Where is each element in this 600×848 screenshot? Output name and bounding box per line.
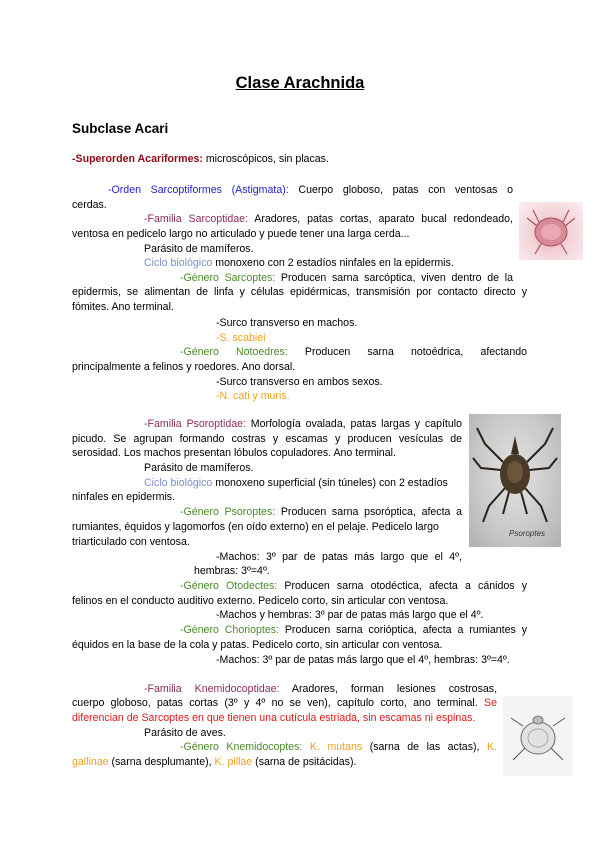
genus-otodectes: -Género Otodectes: bbox=[180, 580, 278, 592]
order-name: -Orden Sarcoptiformes (Astigmata): bbox=[108, 184, 289, 196]
family-sarcoptidae: -Familia Sarcoptidae: bbox=[144, 213, 249, 225]
page-title: Clase Arachnida bbox=[235, 74, 365, 92]
knemidocoptidae-host: Parásito de aves. bbox=[144, 727, 226, 739]
genus-sarcoptes: -Género Sarcoptes: bbox=[180, 272, 276, 284]
mite-illustration bbox=[519, 202, 583, 260]
notoedres-note: -Surco transverso en ambos sexos. bbox=[216, 376, 383, 388]
family-psoroptidae: -Familia Psoroptidae: bbox=[144, 418, 246, 430]
sarcoptidae-line-2: ventosa en pedicelo largo no articulado y puede tener una larga cerda... bbox=[72, 228, 410, 240]
species-n-cati: -N. cati y muris. bbox=[216, 390, 290, 402]
sarcoptidae-cycle: Ciclo biológico monoxeno con 2 estadíos ninfales en la epidermis. bbox=[144, 257, 454, 269]
species-k-pillae: K. pillae bbox=[211, 756, 253, 768]
chorioptes-note: -Machos: 3º par de patas más largo que el 4º, hembras: 3º=4º. bbox=[216, 654, 510, 666]
knemidocoptidae-line-1: -Familia Knemidocoptidae: Aradores, forman lesiones costrosas, bbox=[144, 683, 498, 695]
notoedres-line-2: principalmente a felinos y roedores. Ano dorsal. bbox=[72, 361, 296, 373]
knemidocoptes-line-1: -Género Knemidocoptes: K. mutans (sarna de las actas), K. bbox=[180, 741, 498, 753]
psoroptidae-host: Parásito de mamíferos. bbox=[144, 462, 254, 474]
superorder-name: Superorden Acariformes: bbox=[75, 153, 203, 165]
genus-notoedres: -Género Notoedres: bbox=[180, 346, 288, 358]
otodectes-line-2: felinos en el conducto auditivo externo. Pedicelo corto, sin articular con ventosa. bbox=[72, 595, 449, 607]
subclass-heading: Subclase Acari bbox=[72, 121, 169, 136]
otodectes-line-1: -Género Otodectes: Producen sarna otodéctica, afecta a cánidos y bbox=[180, 580, 527, 592]
superorder-line: -Superorden Acariformes: microscópicos, sin placas. bbox=[72, 153, 329, 165]
chorioptes-line-2: équidos en la base de la cola y patas. Pedicelo corto, sin articular con ventosa. bbox=[72, 639, 443, 651]
sarcoptes-line-2: epidermis, se alimentan de linfa y células epidérmicas, transmisión por contacto directo y bbox=[72, 286, 527, 298]
knemidocoptes-mite-illustration bbox=[503, 696, 573, 776]
order-line: -Orden Sarcoptiformes (Astigmata): Cuerpo globoso, patas con ventosas o bbox=[108, 184, 513, 196]
knemidocoptes-photo bbox=[503, 696, 573, 776]
species-k-gallinae: gallinae bbox=[72, 756, 109, 768]
sarcoptidae-host: Parásito de mamíferos. bbox=[144, 243, 254, 255]
sarcoptes-note: -Surco transverso en machos. bbox=[216, 317, 358, 329]
knemidocoptidae-line-2: cuerpo globoso, patas cortas (3º y 4º no se ven), capítulo corto, ano terminal. Se bbox=[72, 697, 497, 709]
psoroptes-caption: Psoroptes bbox=[509, 529, 546, 538]
family-knemidocoptidae: -Familia Knemidocoptidae: bbox=[144, 683, 280, 695]
chorioptes-line-1: -Género Chorioptes: Producen sarna corióptica, afecta a rumiantes y bbox=[180, 624, 528, 636]
knemidocoptidae-highlight: diferencian de Sarcoptes en que tienen una cutícula estriada, sin escamas ni espinas. bbox=[72, 712, 476, 724]
psoroptes-line-1: -Género Psoroptes: Producen sarna psoróptica, afecta a bbox=[180, 506, 462, 518]
genus-chorioptes: -Género Chorioptes: bbox=[180, 624, 279, 636]
knemidocoptes-line-2: gallinae (sarna desplumante), K. pillae (sarna de psitácidas). bbox=[72, 756, 357, 768]
sarcoptes-photo bbox=[519, 202, 583, 260]
psoroptes-note-1: -Machos: 3º par de patas más largo que el 4º, bbox=[216, 551, 462, 563]
otodectes-note: -Machos y hembras: 3º par de patas más largo que el 4º. bbox=[216, 609, 484, 621]
psoroptidae-line-3: serosidad. Los machos presentan lóbulos copuladores. Ano terminal. bbox=[72, 447, 396, 459]
psoroptidae-cycle-2: ninfales en epidermis. bbox=[72, 491, 176, 503]
species-s-scabiei: -S. scabiei bbox=[216, 332, 266, 344]
sarcoptidae-line-1: -Familia Sarcoptidae: Aradores, patas cortas, aparato bucal redondeado, bbox=[144, 213, 513, 225]
sarcoptes-line-1: -Género Sarcoptes: Producen sarna sarcóptica, viven dentro de la bbox=[180, 272, 513, 284]
psoroptes-note-2: hembras: 3º=4º. bbox=[194, 565, 270, 577]
order-line-2: cerdas. bbox=[72, 199, 107, 211]
psoroptidae-line-2: picudo. Se agrupan formando costras y escamas y producen vesículas de bbox=[72, 433, 462, 445]
genus-knemidocoptes: -Género Knemidocoptes: bbox=[180, 741, 303, 753]
species-k-mutans: K. mutans bbox=[302, 741, 363, 753]
sarcoptes-line-3: fómites. Ano terminal. bbox=[72, 301, 174, 313]
notoedres-line-1: -Género Notoedres: Producen sarna notoédrica, afectando bbox=[180, 346, 527, 358]
psoroptes-line-2: rumiantes, équidos y lagomorfos (en oído externo) en el pelaje. Pedicelo largo bbox=[72, 521, 439, 533]
genus-psoroptes: -Género Psoroptes: bbox=[180, 506, 276, 518]
psoroptes-photo bbox=[469, 414, 561, 547]
psoroptidae-line-1: -Familia Psoroptidae: Morfología ovalada, patas largas y capítulo bbox=[144, 418, 463, 430]
psoroptes-mite-illustration bbox=[469, 414, 561, 547]
psoroptidae-cycle: Ciclo biológico monoxeno superficial (sin túneles) con 2 estadíos bbox=[144, 477, 448, 489]
psoroptes-line-3: triarticulado con ventosa. bbox=[72, 536, 190, 548]
